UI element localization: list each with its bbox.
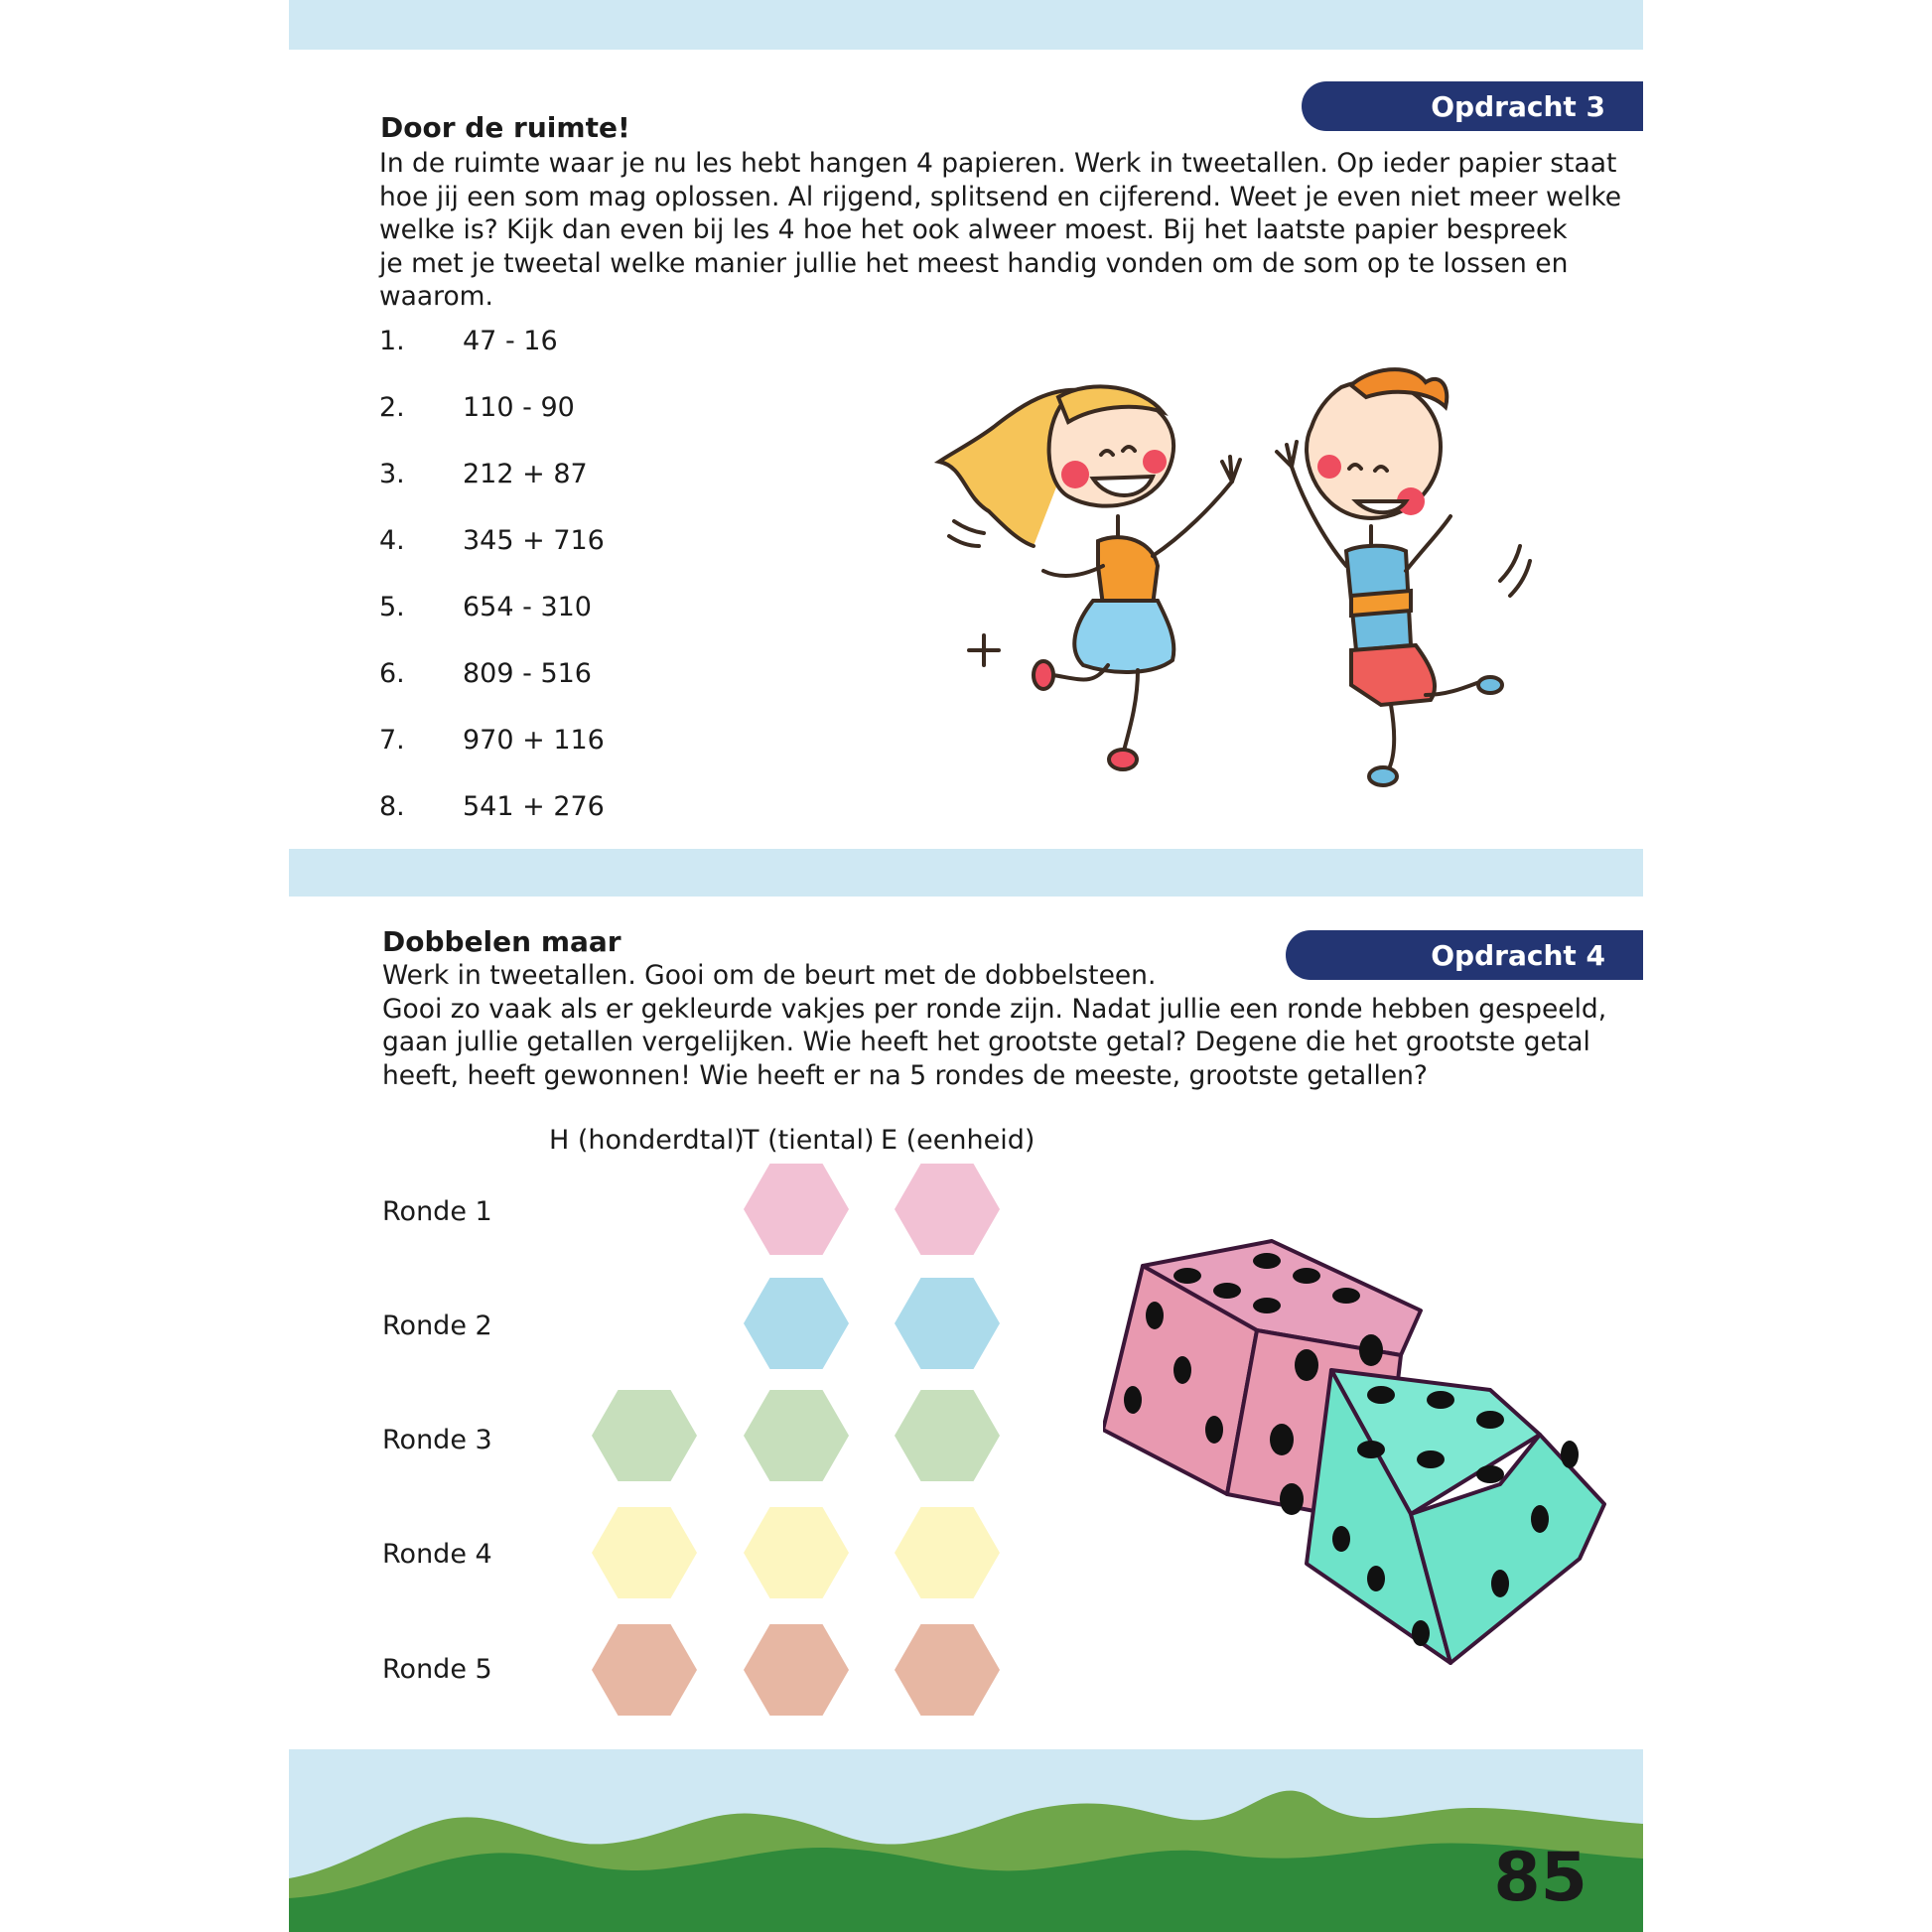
hexagon-cell [895,1390,1000,1481]
round-label: Ronde 5 [382,1654,492,1685]
sum-number: 2. [379,392,405,423]
mountains-icon [289,1749,1643,1932]
green-die [1307,1370,1604,1663]
hexagon-cell [744,1278,849,1369]
sum-expression: 654 - 310 [463,592,592,622]
opdracht-4-title: Dobbelen maar [382,925,621,958]
hexagon-cell [744,1164,849,1255]
middle-band [289,849,1643,897]
sum-number: 6. [379,658,405,689]
round-label: Ronde 2 [382,1311,492,1341]
hexagon-cell [895,1164,1000,1255]
hexagon-cell [895,1278,1000,1369]
instruction-line: gaan jullie getallen vergelijken. Wie heeft het grootste getal? Degene die het grootste getal [382,1027,1590,1057]
sum-number: 8. [379,791,405,822]
top-band [289,0,1643,50]
sum-number: 5. [379,592,405,622]
instruction-line: heeft, heeft gewonnen! Wie heeft er na 5 rondes de meeste, grootste getallen? [382,1059,1428,1091]
instruction-line: Gooi zo vaak als er gekleurde vakjes per ronde zijn. Nadat jullie een ronde hebben gespeeld, [382,993,1607,1025]
opdracht-4-tag-label: Opdracht 4 [1431,938,1605,972]
hexagon-cell [592,1390,697,1481]
round-label: Ronde 4 [382,1539,492,1570]
opdracht-3-instructions [379,147,1621,314]
round-label: Ronde 1 [382,1196,492,1227]
bottom-band [289,1749,1643,1932]
sum-number: 4. [379,525,405,556]
page-number: 85 [1493,1839,1587,1917]
column-header-e: E (eenheid) [881,1125,1035,1156]
hexagon-cell [744,1624,849,1716]
sum-expression: 970 + 116 [463,725,605,756]
sum-expression: 809 - 516 [463,658,592,689]
sum-expression: 110 - 90 [463,392,575,423]
hexagon-cell [744,1390,849,1481]
boy-figure [1222,369,1530,785]
sum-expression: 47 - 16 [463,326,558,356]
instruction-line: waarom. [379,281,493,312]
girl-figure [939,386,1232,769]
column-header-h: H (honderdtal) [549,1125,745,1156]
sum-number: 7. [379,725,405,756]
instruction-line: In de ruimte waar je nu les hebt hangen 4 papieren. Werk in tweetallen. Op ieder papier staat [379,148,1617,179]
column-header-t: T (tiental) [743,1125,875,1156]
instruction-line: hoe jij een som mag oplossen. Al rijgend, splitsend en cijferend. Weet je even niet meer welke [379,181,1622,212]
children-high-five-icon [855,367,1589,804]
opdracht-3-title: Door de ruimte! [380,111,630,144]
sum-expression: 541 + 276 [463,791,605,822]
workbook-page [289,0,1643,1932]
opdracht-3-tag [1302,81,1643,131]
hexagon-cell [592,1507,697,1598]
instruction-line: welke is? Kijk dan even bij les 4 hoe het ook alweer moest. Bij het laatste papier bespreek [379,214,1568,245]
sum-number: 3. [379,459,405,489]
opdracht-3-tag-label: Opdracht 3 [1431,89,1605,123]
hexagon-cell [592,1624,697,1716]
hexagon-cell [895,1507,1000,1598]
instruction-line: je met je tweetal welke manier jullie het meest handig vonden om de som op te lossen en [379,247,1569,279]
opdracht-4-instructions [382,959,1606,1092]
instruction-line: Werk in tweetallen. Gooi om de beurt met de dobbelsteen. [382,960,1157,991]
sum-expression: 345 + 716 [463,525,605,556]
sum-number: 1. [379,326,405,356]
sum-expression: 212 + 87 [463,459,588,489]
hexagon-cell [895,1624,1000,1716]
round-label: Ronde 3 [382,1425,492,1455]
dice-icon [1103,1236,1858,1673]
hexagon-cell [744,1507,849,1598]
